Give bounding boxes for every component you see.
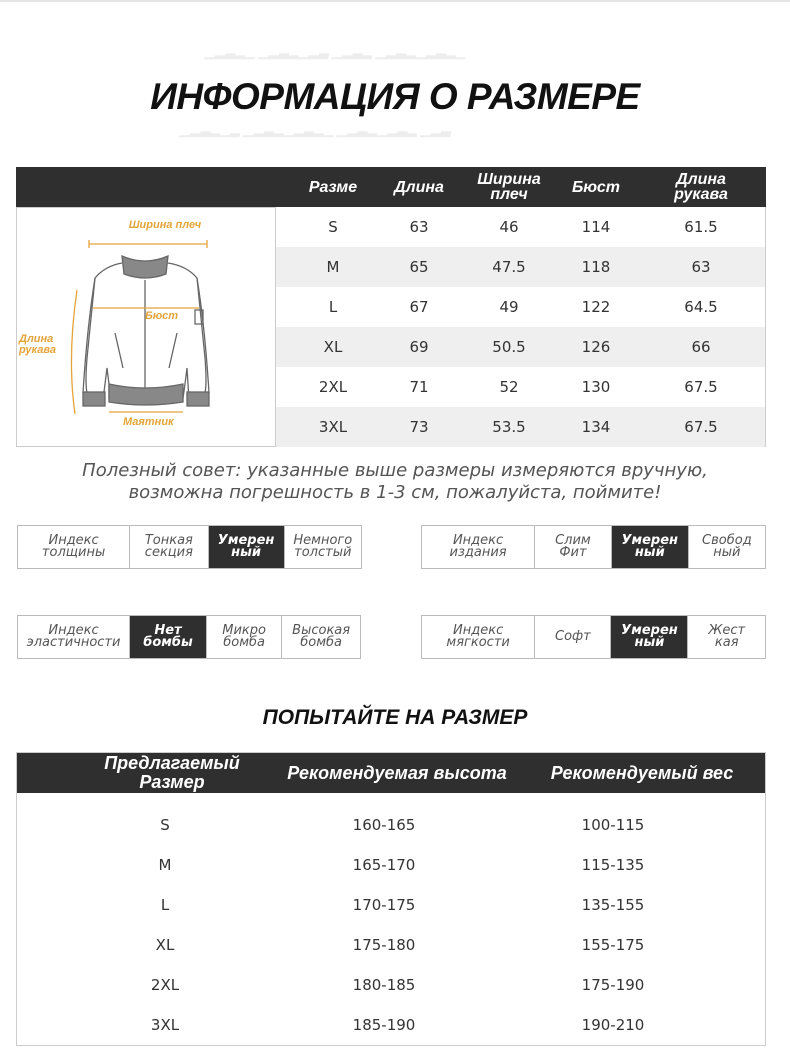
cell-length: 71 xyxy=(409,378,429,396)
cell-shoulder: 50.5 xyxy=(492,338,526,356)
cell-size: XL xyxy=(155,936,175,954)
table-row xyxy=(17,885,765,925)
size-table-header xyxy=(16,167,766,207)
elasticity-index-label: Индекс эластичности xyxy=(18,616,130,658)
thickness-option: Немного толстый xyxy=(293,533,353,560)
jacket-icon xyxy=(17,208,275,446)
softness-option: Жест кая xyxy=(708,623,746,650)
cell-size: M xyxy=(158,856,172,874)
cell-shoulder: 46 xyxy=(499,218,519,236)
thickness-option: Тонкая секция xyxy=(130,526,208,568)
cell-size: 3XL xyxy=(318,418,348,436)
elasticity-option-selected: Нет бомбы xyxy=(130,616,207,658)
cell-sleeve: 67.5 xyxy=(684,418,718,436)
cell-height: 185-190 xyxy=(352,1016,416,1034)
cell-shoulder: 49 xyxy=(499,298,519,316)
cell-sleeve: 67.5 xyxy=(684,378,718,396)
label-bust: Бюст xyxy=(145,310,179,322)
table-row xyxy=(276,207,765,247)
softness-option: Софт xyxy=(535,616,611,658)
top-divider xyxy=(0,0,790,2)
header-weight: Рекомендуемый вес xyxy=(550,762,734,783)
cell-shoulder: 52 xyxy=(499,378,519,396)
table-row xyxy=(276,287,765,327)
table-row xyxy=(276,407,765,447)
cell-sleeve: 64.5 xyxy=(684,298,718,316)
table-row xyxy=(276,327,765,367)
cell-length: 69 xyxy=(409,338,429,356)
fit-index-label: Индекс издания xyxy=(422,526,535,568)
watermark-line: ▁▂▃▂▁▂ ▁▂▃▂▁▂▃▂▁ ▁▂▃▂▁▂▃▂ ▁▂▃ xyxy=(180,122,451,137)
recommend-title: ПОПЫТАЙТЕ НА РАЗМЕР xyxy=(262,706,528,729)
cell-length: 63 xyxy=(409,218,429,236)
cell-bust: 114 xyxy=(581,218,611,236)
cell-bust: 118 xyxy=(581,258,611,276)
measurement-tip xyxy=(0,460,790,504)
fit-index xyxy=(421,525,766,569)
cell-size: 2XL xyxy=(318,378,348,396)
fit-option: Слим Фит xyxy=(535,526,612,568)
header-bust: Бюст xyxy=(571,178,621,196)
tip-line-1: Полезный совет: указанные выше размеры измеряются вручную, xyxy=(82,460,708,481)
cell-size: XL xyxy=(323,338,343,356)
table-row xyxy=(276,367,765,407)
cell-sleeve: 61.5 xyxy=(684,218,718,236)
page-title: ИНФОРМАЦИЯ О РАЗМЕРЕ xyxy=(150,76,640,117)
cell-height: 160-165 xyxy=(352,816,416,834)
tip-line-2: возможна погрешность в 1-3 см, пожалуйста, поймите! xyxy=(128,482,662,503)
label-sleeve: Длина рукава xyxy=(19,333,56,356)
jacket-diagram xyxy=(16,207,276,447)
cell-size: 3XL xyxy=(150,1016,180,1034)
softness-option-selected: Умерен ный xyxy=(611,616,688,658)
cell-size: M xyxy=(326,258,340,276)
cell-length: 73 xyxy=(409,418,429,436)
cell-length: 67 xyxy=(409,298,429,316)
fit-option: Свобод ный xyxy=(702,533,752,560)
label-shoulder: Ширина плеч xyxy=(128,219,202,231)
cell-weight: 175-190 xyxy=(581,976,645,994)
thickness-index-label: Индекс толщины xyxy=(18,526,130,568)
cell-size: L xyxy=(160,896,170,914)
cell-bust: 126 xyxy=(581,338,611,356)
elasticity-index xyxy=(17,615,361,659)
cell-weight: 155-175 xyxy=(581,936,645,954)
softness-index-label: Индекс мягкости xyxy=(422,616,535,658)
cell-weight: 135-155 xyxy=(581,896,645,914)
table-row xyxy=(17,965,765,1005)
watermark-line: ▁▂▃▂▁ ▁▂▃▂▁▂▃ ▁▂▃▂ ▁▂▃▂▁▂▃▂▁ xyxy=(205,44,466,59)
cell-height: 180-185 xyxy=(352,976,416,994)
header-size: Разме xyxy=(308,178,358,196)
cell-shoulder: 47.5 xyxy=(492,258,526,276)
cell-height: 165-170 xyxy=(352,856,416,874)
header-length: Длина xyxy=(394,178,444,196)
cell-size: S xyxy=(328,218,338,236)
recommend-table xyxy=(16,752,766,1046)
cell-height: 175-180 xyxy=(352,936,416,954)
cell-height: 170-175 xyxy=(352,896,416,914)
cell-bust: 122 xyxy=(581,298,611,316)
elasticity-option: Высокая бомба xyxy=(292,623,351,650)
header-shoulder: Ширина плеч xyxy=(477,171,541,203)
cell-bust: 134 xyxy=(581,418,611,436)
thickness-option-selected: Умерен ный xyxy=(209,526,285,568)
cell-sleeve: 63 xyxy=(691,258,711,276)
header-sleeve: Длина рукава xyxy=(674,171,728,203)
cell-weight: 100-115 xyxy=(581,816,645,834)
cell-weight: 115-135 xyxy=(581,856,645,874)
cell-bust: 130 xyxy=(581,378,611,396)
recommend-table-header xyxy=(17,753,765,793)
table-row xyxy=(276,247,765,287)
softness-index xyxy=(421,615,766,659)
table-row xyxy=(17,805,765,845)
table-row xyxy=(17,1005,765,1045)
fit-option-selected: Умерен ный xyxy=(612,526,689,568)
table-row xyxy=(17,845,765,885)
cell-size: 2XL xyxy=(150,976,180,994)
cell-shoulder: 53.5 xyxy=(492,418,526,436)
cell-size: L xyxy=(328,298,338,316)
table-row xyxy=(17,925,765,965)
elasticity-option: Микро бомба xyxy=(207,616,282,658)
cell-length: 65 xyxy=(409,258,429,276)
header-height: Рекомендуемая высота xyxy=(287,762,507,783)
thickness-index xyxy=(17,525,362,569)
cell-weight: 190-210 xyxy=(581,1016,645,1034)
cell-size: S xyxy=(160,816,170,834)
header-suggested-size: Предлагаемый Размер xyxy=(104,753,240,792)
cell-sleeve: 66 xyxy=(691,338,711,356)
label-length: Маятник xyxy=(123,416,174,428)
